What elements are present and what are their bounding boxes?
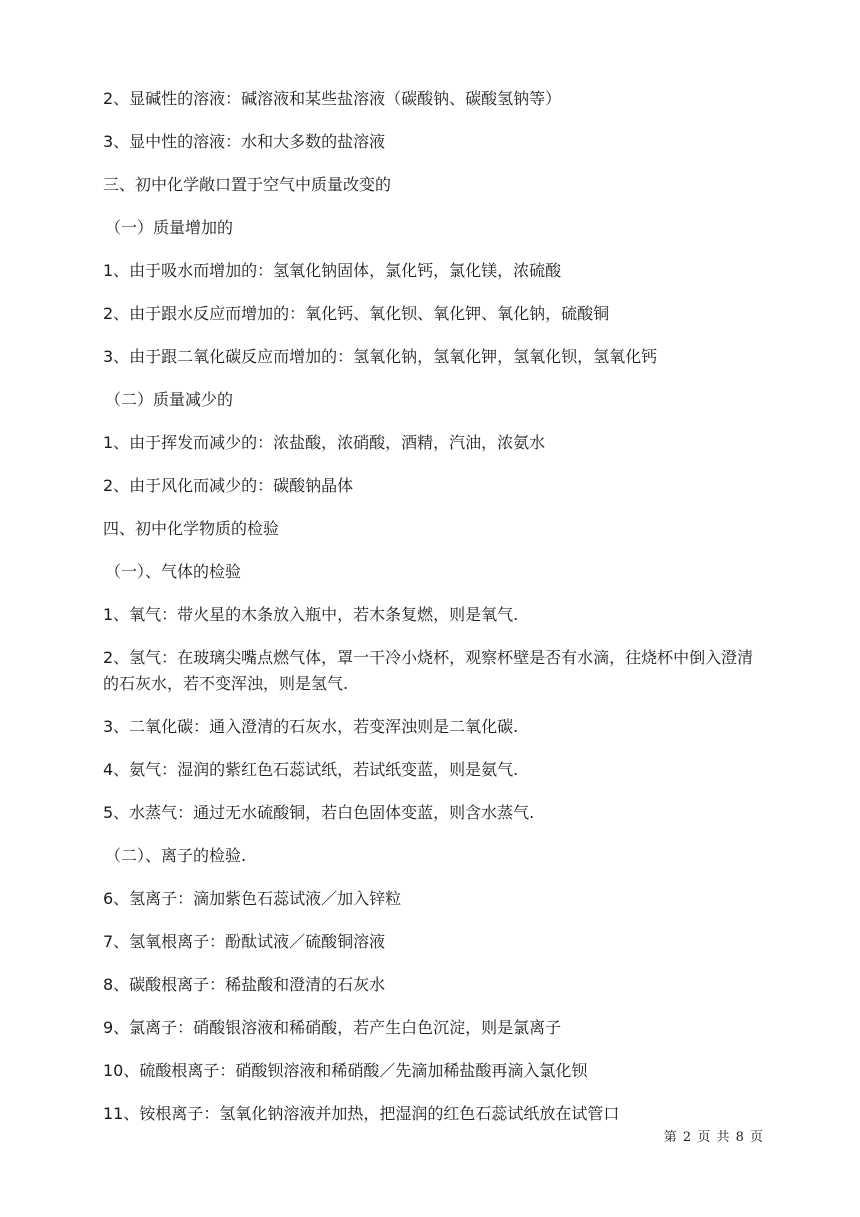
- subsection-heading: （二）质量减少的: [105, 390, 234, 409]
- page-number-footer: 第 2 页 共 8 页: [663, 1130, 763, 1145]
- text-line: 7、氢氧根离子：酚酞试液／硫酸铜溶液: [103, 932, 386, 951]
- page-body: [103, 86, 763, 1144]
- text-line: 9、氯离子：硝酸银溶液和稀硝酸，若产生白色沉淀，则是氯离子: [103, 1018, 562, 1037]
- text-line: 8、碳酸根离子：稀盐酸和澄清的石灰水: [103, 975, 386, 994]
- text-paragraph: 2、氢气：在玻璃尖嘴点燃气体，罩一干冷小烧杯，观察杯壁是否有水滴，往烧杯中倒入澄清的石灰水，若不变浑浊，则是氢气.: [103, 648, 754, 693]
- text-line: 2、由于跟水反应而增加的：氧化钙、氧化钡、氧化钾、氧化钠，硫酸铜: [103, 304, 610, 323]
- section-heading: 三、初中化学敞口置于空气中质量改变的: [103, 175, 392, 194]
- subsection-heading: （一）质量增加的: [105, 218, 234, 237]
- text-line: 1、氧气：带火星的木条放入瓶中，若木条复燃，则是氧气.: [103, 605, 519, 624]
- section-heading: 四、初中化学物质的检验: [103, 519, 280, 538]
- text-line: 2、由于风化而减少的：碳酸钠晶体: [103, 476, 354, 495]
- text-line: 3、由于跟二氧化碳反应而增加的：氢氧化钠，氢氧化钾，氢氧化钡，氢氧化钙: [103, 347, 658, 366]
- text-line: 6、氢离子：滴加紫色石蕊试液／加入锌粒: [103, 889, 402, 908]
- text-line: 11、铵根离子：氢氧化钠溶液并加热，把湿润的红色石蕊试纸放在试管口: [103, 1104, 620, 1123]
- text-line: 1、由于吸水而增加的：氢氧化钠固体，氯化钙，氯化镁，浓硫酸: [103, 261, 562, 280]
- text-line: 5、水蒸气：通过无水硫酸铜，若白色固体变蓝，则含水蒸气.: [103, 803, 535, 822]
- text-line: 2、显碱性的溶液：碱溶液和某些盐溶液（碳酸钠、碳酸氢钠等）: [103, 89, 562, 108]
- text-line: 4、氨气：湿润的紫红色石蕊试纸，若试纸变蓝，则是氨气.: [103, 760, 519, 779]
- text-line: 3、显中性的溶液：水和大多数的盐溶液: [103, 132, 386, 151]
- text-line: 3、二氧化碳：通入澄清的石灰水，若变浑浊则是二氧化碳.: [103, 717, 519, 736]
- text-line: 1、由于挥发而减少的：浓盐酸，浓硝酸，酒精，汽油，浓氨水: [103, 433, 546, 452]
- text-line: 10、硫酸根离子：硝酸钡溶液和稀硝酸／先滴加稀盐酸再滴入氯化钡: [103, 1061, 588, 1080]
- subsection-heading: （一）、气体的检验: [105, 562, 242, 581]
- subsection-heading: （二）、离子的检验.: [105, 846, 247, 865]
